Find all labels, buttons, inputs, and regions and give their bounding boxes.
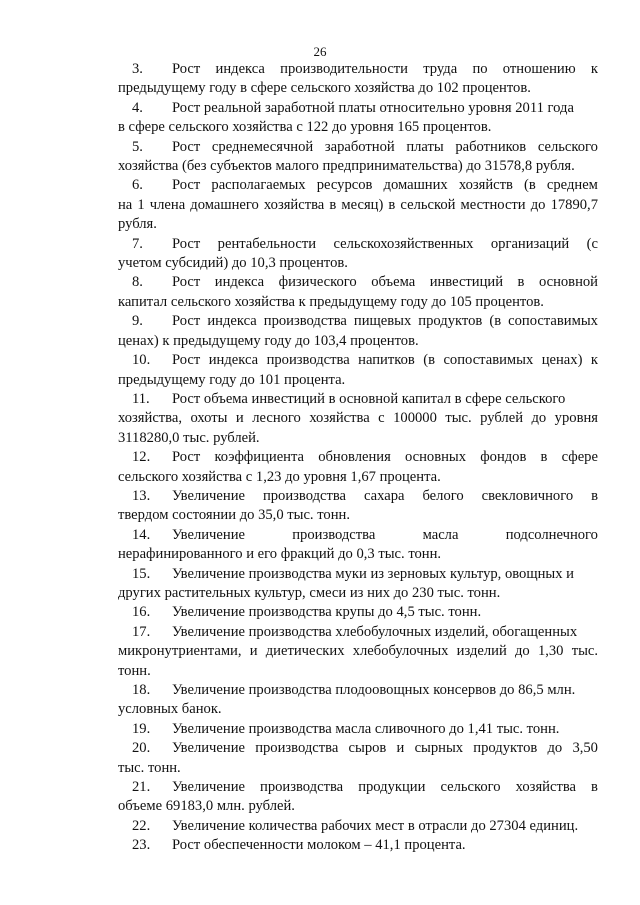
list-item — [118, 565, 598, 604]
item-word: фондов — [480, 449, 527, 466]
item-number: 14. — [132, 526, 151, 543]
item-word: и — [396, 740, 405, 757]
list-item — [118, 603, 598, 622]
item-word: Увеличение производства муки из зерновых культур, овощных и — [172, 565, 574, 582]
item-first-line — [172, 778, 598, 797]
item-word: сельскохозяйственных — [333, 235, 474, 252]
list-item — [118, 390, 598, 448]
item-word: продукции — [358, 779, 426, 796]
item-word: хозяйств — [458, 177, 513, 194]
list-item — [118, 623, 598, 681]
item-number: 10. — [132, 352, 151, 369]
item-word: к — [590, 352, 598, 369]
item-word: производства — [266, 352, 350, 369]
item-word: Рост — [172, 313, 201, 330]
item-continuation: объеме 69183,0 млн. рублей. — [118, 798, 295, 815]
item-word: сыров — [348, 740, 387, 757]
item-word: до — [547, 740, 563, 757]
item-word: индекса — [208, 352, 259, 369]
item-word: (в — [489, 313, 502, 330]
item-number: 21. — [132, 779, 151, 796]
item-number: 18. — [132, 682, 151, 698]
item-word: организаций — [490, 235, 570, 252]
item-first-line — [172, 739, 598, 758]
item-continuation: твердом состоянии до 35,0 тыс. тонн. — [118, 507, 350, 524]
item-word: хозяйства — [515, 779, 576, 796]
item-word: в — [591, 487, 598, 504]
item-word: производства — [260, 779, 344, 796]
item-word: сопоставимых — [443, 352, 534, 369]
item-word: продуктов — [473, 740, 538, 757]
list-item — [118, 739, 598, 778]
item-word: (с — [586, 235, 598, 252]
item-word: рентабельности — [217, 235, 317, 252]
item-continuation: в сфере сельского хозяйства с 122 до уровня 165 процентов. — [118, 119, 492, 136]
item-continuation: на 1 члена домашнего хозяйства в месяц) в сельской местности до 17890,7 рубля. — [118, 196, 598, 233]
item-word: производительности — [280, 61, 408, 77]
item-word: Увеличение — [172, 526, 245, 543]
item-word: к — [590, 61, 598, 77]
item-word: напитков — [358, 352, 415, 369]
item-word: Увеличение — [172, 740, 245, 757]
item-word: Рост — [172, 449, 201, 466]
item-number: 19. — [132, 720, 151, 737]
item-word: Рост — [172, 61, 201, 77]
list-item — [118, 351, 598, 390]
item-continuation: микронутриентами, и диетических хлебобулочных изделий до 1,30 тыс. тонн. — [118, 643, 598, 679]
page-number: 26 — [313, 44, 327, 59]
item-word: Рост — [172, 274, 201, 291]
item-number: 6. — [132, 177, 143, 194]
item-first-line — [172, 817, 598, 836]
item-continuation: нерафинированного и его фракций до 0,3 тыс. тонн. — [118, 546, 442, 563]
item-continuation: капитал сельского хозяйства к предыдущему году до 105 процентов. — [118, 293, 544, 310]
item-word: подсолнечного — [505, 526, 598, 543]
item-first-line — [172, 60, 598, 79]
item-number: 17. — [132, 623, 151, 640]
item-word: сельского — [440, 779, 501, 796]
item-word: в — [517, 274, 525, 291]
item-word: индекса — [214, 274, 265, 291]
item-word: белого — [422, 487, 464, 504]
item-word: коэффициента — [214, 449, 305, 466]
item-number: 16. — [132, 604, 151, 621]
item-continuation: условных банок. — [118, 701, 222, 718]
item-number: 7. — [132, 235, 143, 252]
item-word: основных — [404, 449, 467, 466]
item-word: сахара — [364, 487, 405, 504]
item-word: объема — [371, 274, 416, 291]
item-first-line — [172, 448, 598, 467]
item-word: Увеличение — [172, 487, 245, 504]
list-item — [118, 273, 598, 312]
list-item — [118, 99, 598, 138]
item-word: Рост — [172, 352, 201, 369]
item-word: в — [591, 779, 598, 796]
item-word: индекса — [207, 313, 257, 330]
item-word: домашних — [383, 177, 448, 194]
item-word: Рост обеспеченности молоком – 41,1 процента. — [172, 837, 466, 854]
item-word: отношению — [502, 61, 576, 77]
item-word: по — [472, 61, 488, 77]
item-word: располагаемых — [211, 177, 306, 194]
item-first-line — [172, 273, 598, 292]
item-word: масла — [422, 526, 459, 543]
item-first-line — [172, 565, 598, 584]
item-first-line — [172, 623, 598, 642]
item-word: инвестиций — [429, 274, 504, 291]
item-continuation: предыдущему году в сфере сельского хозяйства до 102 процентов. — [118, 80, 531, 97]
item-number: 12. — [132, 449, 151, 466]
item-word: сопоставимых — [508, 313, 598, 330]
item-continuation: учетом субсидий) до 10,3 процентов. — [118, 255, 348, 272]
list-item — [118, 312, 598, 351]
item-word: Увеличение — [172, 779, 245, 796]
item-word: Увеличение производства крупы до 4,5 тыс. тонн. — [172, 604, 482, 621]
item-word: сырных — [414, 740, 464, 757]
item-continuation: хозяйства, охоты и лесного хозяйства с 100000 тыс. рублей до уровня 3118280,0 тыс. рублей. — [118, 410, 598, 446]
item-word: производства — [263, 313, 347, 330]
item-first-line — [172, 526, 598, 545]
item-number: 8. — [132, 274, 143, 291]
item-word: Рост — [172, 177, 201, 194]
item-first-line — [172, 681, 598, 700]
list-item — [118, 778, 598, 817]
item-word: свекловичного — [481, 487, 574, 504]
item-word: индекса — [215, 61, 265, 77]
item-word: физического — [278, 274, 357, 291]
item-word: Увеличение производства хлебобулочных изделий, обогащенных — [172, 623, 578, 640]
item-number: 3. — [132, 61, 143, 77]
list-item — [118, 176, 598, 234]
item-continuation: других растительных культур, смеси из них до 230 тыс. тонн. — [118, 584, 501, 601]
list-item — [118, 487, 598, 526]
item-first-line — [172, 720, 598, 739]
item-word: Рост — [172, 235, 201, 252]
item-number: 13. — [132, 487, 151, 504]
item-word: среднемесячной — [211, 138, 314, 155]
item-word: ценах) — [541, 352, 583, 369]
list-item — [118, 720, 598, 739]
item-number: 9. — [132, 313, 143, 330]
item-first-line — [172, 603, 598, 622]
item-word: ресурсов — [316, 177, 373, 194]
item-word: Увеличение производства масла сливочного до 1,41 тыс. тонн. — [172, 720, 560, 737]
item-word: сфере — [561, 449, 598, 466]
list-item — [118, 138, 598, 177]
item-first-line — [172, 312, 598, 331]
list-item — [118, 235, 598, 274]
item-first-line — [172, 351, 598, 370]
item-word: труда — [423, 61, 458, 77]
item-word: основной — [538, 274, 598, 291]
item-word: обновления — [318, 449, 391, 466]
item-word: платы — [406, 138, 444, 155]
item-continuation: тыс. тонн. — [118, 759, 181, 776]
item-number: 23. — [132, 837, 151, 854]
item-word: Рост реальной заработной платы относительно уровня 2011 года — [172, 99, 574, 116]
indicator-list — [118, 60, 598, 856]
item-word: производства — [255, 740, 339, 757]
item-continuation: ценах) к предыдущему году до 103,4 процентов. — [118, 332, 419, 349]
list-item — [118, 448, 598, 487]
list-item — [118, 681, 598, 720]
item-first-line — [172, 138, 598, 157]
item-word: (в — [524, 177, 536, 194]
item-number: 15. — [132, 565, 151, 582]
item-word: Увеличение производства плодоовощных консервов до 86,5 млн. — [172, 682, 576, 698]
item-word: (в — [423, 352, 435, 369]
item-word: сельского — [537, 138, 598, 155]
item-first-line — [172, 487, 598, 506]
item-continuation: сельского хозяйства с 1,23 до уровня 1,67 процента. — [118, 468, 441, 485]
item-word: 3,50 — [572, 740, 598, 757]
list-item — [118, 836, 598, 855]
item-word: пищевых — [353, 313, 412, 330]
item-word: производства — [262, 487, 347, 504]
item-first-line — [172, 99, 598, 118]
item-number: 22. — [132, 817, 151, 834]
item-number: 11. — [132, 390, 150, 407]
item-word: Рост объема инвестиций в основной капитал в сфере сельского — [172, 390, 566, 407]
item-word: работников — [455, 138, 527, 155]
item-number: 4. — [132, 99, 143, 116]
list-item — [118, 526, 598, 565]
item-continuation: предыдущему году до 101 процента. — [118, 371, 346, 388]
item-word: заработной — [324, 138, 395, 155]
item-first-line — [172, 235, 598, 254]
item-word: Рост — [172, 138, 201, 155]
item-word: продуктов — [418, 313, 483, 330]
item-continuation: хозяйства (без субъектов малого предпринимательства) до 31578,8 рубля. — [118, 158, 575, 175]
item-first-line — [172, 836, 598, 855]
list-item — [118, 60, 598, 99]
list-item — [118, 817, 598, 836]
item-number: 20. — [132, 740, 151, 757]
item-number: 5. — [132, 138, 143, 155]
item-word: в — [540, 449, 548, 466]
item-word: среднем — [546, 177, 598, 194]
item-word: производства — [292, 526, 376, 543]
item-word: Увеличение количества рабочих мест в отрасли до 27304 единиц. — [172, 817, 579, 834]
item-first-line — [172, 176, 598, 195]
item-first-line — [172, 390, 598, 409]
